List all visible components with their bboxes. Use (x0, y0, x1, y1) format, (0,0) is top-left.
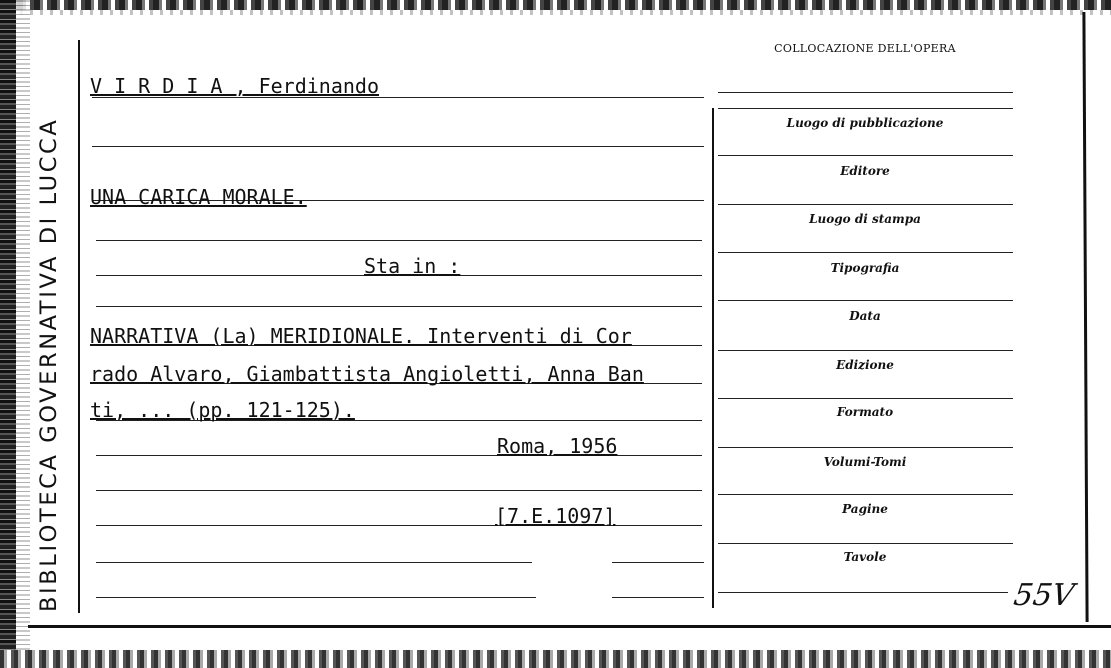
panel-line-7 (718, 447, 1013, 448)
field-data: Data (849, 309, 881, 323)
host-line-3: ti, ... (pp. 121-125). (90, 398, 355, 422)
scan-edge-bottom (0, 650, 1111, 668)
ruled-line-14b (612, 597, 704, 598)
panel-line-0 (718, 108, 1013, 109)
shelfmark: [7.E.1097] (495, 504, 616, 528)
scan-edge-top-noise (0, 10, 1111, 15)
scan-edge-top (0, 0, 1111, 10)
sta-in-label: Sta in : (364, 254, 461, 278)
left-margin-line (78, 40, 80, 613)
ruled-line-14 (96, 597, 536, 598)
panel-line-1 (718, 155, 1013, 156)
host-line-1 (90, 326, 632, 346)
library-stamp-vertical: BIBLIOTECA GOVERNATIVA DI LUCCA (36, 117, 62, 612)
field-luogo-pubblicazione: Luogo di pubblicazione (786, 116, 944, 130)
handwritten-note: 55V (1011, 578, 1077, 613)
field-volumi-tomi: Volumi-Tomi (823, 455, 907, 469)
field-pagine: Pagine (842, 502, 888, 516)
panel-line-2 (718, 204, 1013, 205)
ruled-line-2 (92, 146, 704, 147)
field-formato: Formato (836, 405, 894, 419)
panel-line-6 (718, 398, 1013, 399)
panel-line-4 (718, 300, 1013, 301)
host-line-2: rado Alvaro, Giambattista Angioletti, Anna Ban (90, 362, 644, 386)
field-tavole: Tavole (843, 550, 887, 564)
host-line-1-text: NARRATIVA (La) MERIDIONALE. Interventi di Cor (90, 324, 632, 348)
place-year: Roma, 1956 (497, 434, 618, 458)
panel-line-top (718, 92, 1013, 93)
field-editore: Editore (840, 164, 890, 178)
ruled-line-13b (612, 562, 704, 563)
panel-line-3 (718, 252, 1013, 253)
panel-line-9 (718, 543, 1013, 544)
panel-line-8 (718, 494, 1013, 495)
scan-edge-left (0, 0, 16, 668)
panel-line-10 (718, 592, 1008, 593)
author-heading: V I R D I A , Ferdinando (90, 74, 379, 98)
ruled-line-4 (96, 240, 702, 241)
panel-left-border (712, 108, 714, 608)
field-tipografia: Tipografia (830, 261, 900, 275)
field-luogo-stampa: Luogo di stampa (809, 212, 921, 226)
card-bottom-edge (28, 625, 1111, 628)
ruled-line-6 (96, 306, 702, 307)
ruled-line-11 (96, 490, 702, 491)
panel-line-5 (718, 350, 1013, 351)
field-edizione: Edizione (836, 358, 894, 372)
ruled-line-13 (96, 562, 532, 563)
card-right-edge (1082, 12, 1088, 622)
collocation-header: COLLOCAZIONE DELL'OPERA (774, 42, 956, 55)
work-title: UNA CARICA MORALE. (90, 185, 307, 209)
scan-edge-left-noise (16, 0, 30, 668)
